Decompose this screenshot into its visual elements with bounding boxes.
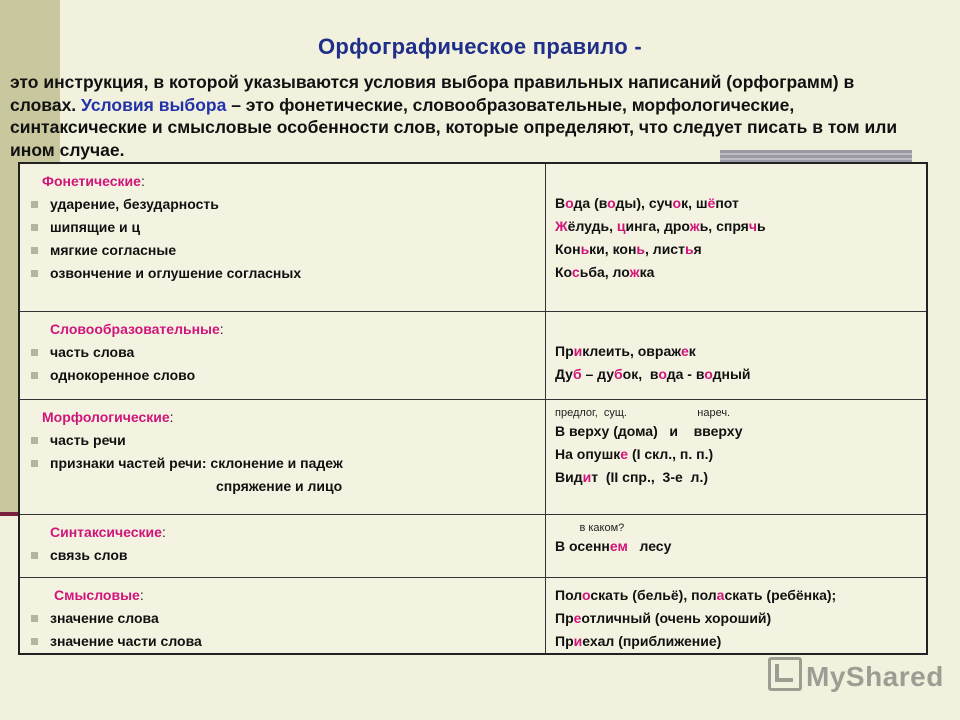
highlighted-letter: ь <box>580 241 590 257</box>
watermark-logo: MyShared <box>768 657 944 693</box>
highlighted-letter: е <box>573 609 582 626</box>
table-row <box>19 311 927 399</box>
rules-table <box>18 162 928 655</box>
highlighted-letter: о <box>704 365 713 382</box>
myshared-icon <box>768 657 802 691</box>
highlighted-letter: и <box>573 342 583 359</box>
highlighted-letter: е <box>681 342 689 359</box>
examples <box>546 578 926 653</box>
page-title: Орфографическое правило - <box>317 34 643 59</box>
category-items <box>20 193 545 285</box>
example-line: Коньки, конь, листья <box>555 241 702 257</box>
category-items <box>20 607 545 653</box>
example-line: На опушке (I скл., п. п.) <box>555 445 714 462</box>
category-extra-item: спряжение и лицо <box>216 477 343 494</box>
example-line: Жёлудь, цинга, дрожь, спрячь <box>555 218 766 234</box>
category-cell <box>19 399 546 514</box>
example-line: Дуб – дубок, вода - водный <box>555 365 751 382</box>
example-line: Косьба, ложка <box>555 264 655 280</box>
examples <box>546 312 926 386</box>
highlighted-letter: е <box>620 445 629 462</box>
example-line: Полоскать (бельё), поласкать (ребёнка); <box>555 586 837 603</box>
examples-cell <box>546 311 928 399</box>
table-row <box>19 514 927 577</box>
grammar-note: предлог, сущ. нареч. <box>555 406 731 419</box>
examples <box>546 400 926 489</box>
left-decor-line <box>0 512 18 516</box>
list-item: однокоренное слово <box>30 364 545 387</box>
highlighted-letter: ь <box>636 241 646 257</box>
highlighted-letter: ь <box>684 241 694 257</box>
highlighted-letter: и <box>582 468 592 485</box>
intro-highlight: Условия выбора <box>81 94 227 115</box>
example-line: В осеннем лесу <box>555 537 672 554</box>
highlighted-letter: ц <box>616 218 626 234</box>
category-title: Морфологические: <box>42 408 174 425</box>
example-line: Преотличный (очень хороший) <box>555 609 772 626</box>
list-item: озвончение и оглушение согласных <box>30 262 545 285</box>
list-item: мягкие согласные <box>30 239 545 262</box>
table-row <box>19 399 927 514</box>
highlighted-letter: и <box>573 632 583 649</box>
highlighted-letter: б <box>572 365 582 382</box>
intro-text-1: это инструкция, в которой указываются условия выбора правильных написаний (орфограмм) в словах. <box>10 72 855 115</box>
examples-cell <box>546 514 928 577</box>
list-item: признаки частей речи: склонение и падеж <box>30 452 545 475</box>
highlighted-letter: с <box>571 264 580 280</box>
examples-cell <box>546 577 928 654</box>
list-item: ударение, безударность <box>30 193 545 216</box>
highlighted-letter: о <box>581 586 591 603</box>
category-cell <box>19 514 546 577</box>
category-title: Синтаксические: <box>50 523 166 540</box>
highlighted-letter: а <box>716 586 725 603</box>
grammar-note: в каком? <box>555 521 625 534</box>
example-line: Видит (II спр., 3-е л.) <box>555 468 708 485</box>
category-items <box>20 544 545 567</box>
example-line: Приехал (приближение) <box>555 632 722 649</box>
example-line: Приклеить, оврaжек <box>555 342 696 359</box>
highlighted-letter: о <box>658 365 667 382</box>
list-item: связь слов <box>30 544 545 567</box>
highlighted-letter: ем <box>609 537 628 554</box>
highlighted-letter: ё <box>707 195 716 211</box>
list-item: значение слова <box>30 607 545 630</box>
highlighted-letter: о <box>607 195 616 211</box>
list-item: часть слова <box>30 341 545 364</box>
table-row <box>19 577 927 654</box>
example-line: Вода (воды), сучок, шёпот <box>555 195 739 211</box>
highlighted-letter: Ж <box>555 218 568 234</box>
example-line: В верху (дома) и вверху <box>555 422 743 439</box>
highlighted-letter: о <box>672 195 682 211</box>
category-cell <box>19 163 546 311</box>
intro-text-2: – это фонетические, словообразовательные, морфологические, синтаксические и смысловые особенности слов, которые определяют, что следует писать в том или ином случае. <box>10 94 898 160</box>
highlighted-letter: б <box>614 365 623 382</box>
category-title: Смысловые: <box>54 586 144 603</box>
category-title: Словообразовательные: <box>50 320 224 337</box>
list-item: часть речи <box>30 429 545 452</box>
examples-cell <box>546 163 928 311</box>
intro-paragraph <box>10 71 920 161</box>
category-title: Фонетические: <box>42 173 145 189</box>
highlighted-letter: ч <box>748 218 757 234</box>
category-cell <box>19 577 546 654</box>
table-row <box>19 163 927 311</box>
highlighted-letter: ж <box>689 218 700 234</box>
examples <box>546 164 926 284</box>
highlighted-letter: ж <box>629 264 640 280</box>
highlighted-letter: о <box>565 195 574 211</box>
examples-cell <box>546 399 928 514</box>
category-items <box>20 341 545 387</box>
category-items <box>20 429 545 475</box>
list-item: значение части слова <box>30 630 545 653</box>
examples <box>546 515 926 558</box>
list-item: шипящие и ц <box>30 216 545 239</box>
category-cell <box>19 311 546 399</box>
